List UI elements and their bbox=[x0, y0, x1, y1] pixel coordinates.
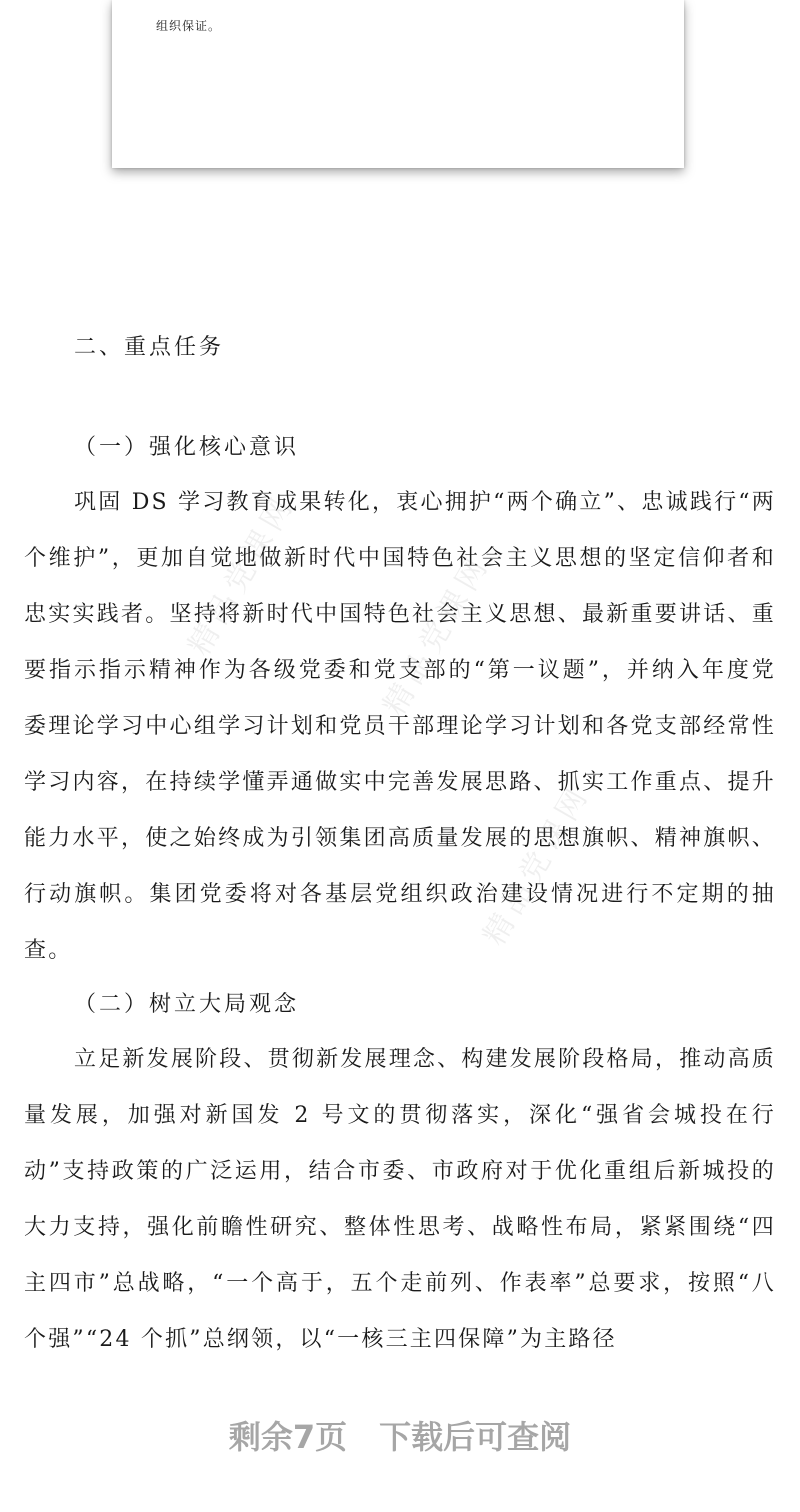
download-prompt-banner[interactable] bbox=[0, 1408, 800, 1466]
remaining-pages-label: 剩余7页 bbox=[228, 1418, 348, 1456]
previous-page-card bbox=[112, 0, 684, 168]
section-heading: 二、重点任务 bbox=[74, 335, 225, 360]
watermark: 精品党课网 bbox=[476, 778, 598, 952]
subsection-paragraph-1: 巩固 DS 学习教育成果转化，衷心拥护“两个确立”、忠诚践行“两个维护”，更加自觉地做新时代中国特色社会主义思想的坚定信仰者和忠实实践者。坚持将新时代中国特色社会主义思想、最新重要讲话、重要指示指示精神作为各级党委和党支部的“第一议题”，并纳入年度党委理论学习中心组学习计划和党员干部理论学习计划和各党支部经常性学习内容，在持续学懂弄通做实中完善发展思路、抓实工作重点、提升能力水平，使之始终成为引领集团高质量发展的思想旗帜、精神旗帜、行动旗帜。集团党委将对各基层党组织政治建设情况进行不定期的抽查。 bbox=[24, 490, 776, 963]
watermark: 精品党课网 bbox=[376, 548, 498, 722]
download-prompt-label: 下载后可查阅 bbox=[379, 1418, 572, 1456]
watermark: 精品党课网 bbox=[181, 488, 303, 662]
subsection-paragraph-2: 立足新发展阶段、贯彻新发展理念、构建发展阶段格局，推动高质量发展，加强对新国发 2 号文的贯彻落实，深化“强省会城投在行动”支持政策的广泛运用，结合市委、市政府对于优化重组后新城投的大力支持，强化前瞻性研究、整体性思考、战略性布局，紧紧围绕“四主四市”总战略，“一个高于，五个走前列、作表率”总要求，按照“八个强”“24 个抓”总纲领，以“一核三主四保障”为主路径 bbox=[24, 1047, 776, 1352]
subsection-heading-1: （一）强化核心意识 bbox=[74, 435, 300, 460]
subsection-heading-2: （二）树立大局观念 bbox=[74, 992, 300, 1017]
previous-page-tail-text: 组织保证。 bbox=[156, 19, 222, 33]
